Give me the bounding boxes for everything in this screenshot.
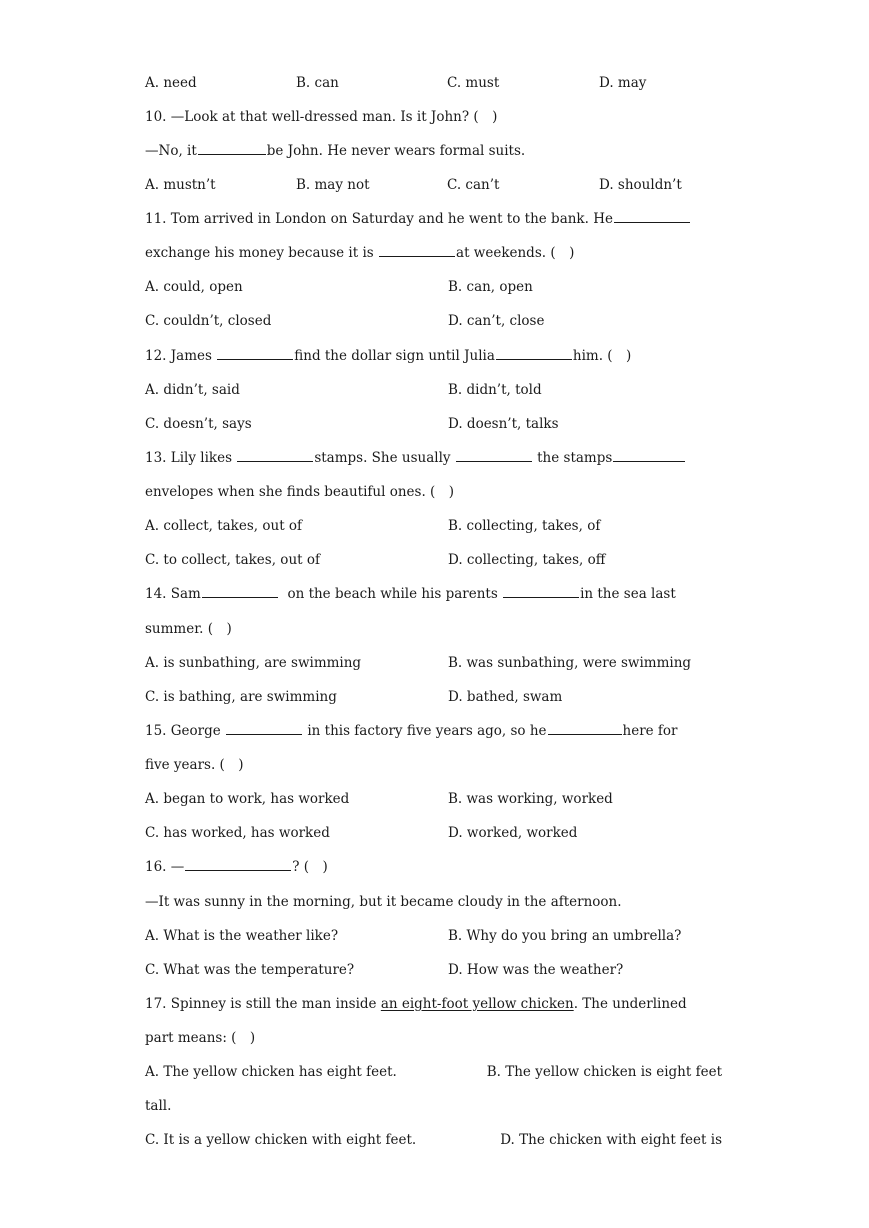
- q10-options: [145, 168, 735, 202]
- q17-option-b-continued: tall.: [145, 1098, 172, 1114]
- q13-options-row-1: [145, 509, 735, 543]
- q14-stem-line-1: [145, 577, 735, 611]
- q10-reply: [145, 134, 735, 168]
- q13-stem-line-1: [145, 441, 735, 475]
- q13-options-row-2: [145, 543, 735, 577]
- q15-blank-2[interactable]: [548, 720, 622, 735]
- q16-stem: [145, 850, 735, 884]
- q15-option-a[interactable]: A. began to work, has worked: [145, 791, 350, 807]
- q16-options-row-2: [145, 953, 735, 987]
- q17-stem-part-2: . The underlined: [573, 996, 687, 1012]
- q15-stem-line-1: [145, 714, 735, 748]
- q14-stem-part-2: on the beach while his parents: [287, 586, 498, 602]
- q12-stem-part-3: him. ( ): [572, 348, 632, 364]
- q12-option-c[interactable]: C. doesn’t, says: [145, 416, 252, 432]
- q11-stem-part-1: 11. Tom arrived in London on Saturday and he went to the bank. He: [145, 211, 613, 227]
- q11-options-row-1: [145, 270, 735, 304]
- q11-blank-2[interactable]: [379, 242, 455, 257]
- q13-blank-2[interactable]: [456, 447, 532, 462]
- q12-option-b[interactable]: B. didn’t, told: [448, 382, 542, 398]
- q15-stem-part-2: in this factory five years ago, so he: [307, 723, 547, 739]
- q12-stem-part-1: 12. James: [145, 348, 212, 364]
- q14-stem-part-3: in the sea last: [580, 586, 676, 602]
- q13-blank-3[interactable]: [613, 447, 685, 462]
- q15-options-row-2: [145, 816, 735, 850]
- q13-stem-part-3: the stamps: [537, 450, 613, 466]
- q15-stem-part-3: here for: [622, 723, 678, 739]
- q17-option-d[interactable]: D. The chicken with eight feet is: [500, 1132, 722, 1148]
- q17-option-c[interactable]: C. It is a yellow chicken with eight feet.: [145, 1132, 417, 1148]
- q17-options-row-1: [145, 1055, 735, 1089]
- q14-option-b[interactable]: B. was sunbathing, were swimming: [448, 655, 692, 671]
- q9-option-d[interactable]: D. may: [599, 75, 647, 91]
- q11-option-a[interactable]: A. could, open: [145, 279, 243, 295]
- q16-blank[interactable]: [185, 856, 291, 871]
- q14-stem-line-2: summer. ( ): [145, 621, 232, 637]
- q9-option-a[interactable]: A. need: [145, 75, 197, 91]
- q12-options-row-2: [145, 407, 735, 441]
- q9-option-c[interactable]: C. must: [447, 75, 500, 91]
- q17-stem-part-1: 17. Spinney is still the man inside: [145, 996, 377, 1012]
- q14-option-c[interactable]: C. is bathing, are swimming: [145, 689, 337, 705]
- q11-option-c[interactable]: C. couldn’t, closed: [145, 313, 272, 329]
- q15-stem-part-1: 15. George: [145, 723, 221, 739]
- q15-options-row-1: [145, 782, 735, 816]
- q16-options-row-1: [145, 919, 735, 953]
- q16-option-a[interactable]: A. What is the weather like?: [145, 928, 339, 944]
- q10-option-b[interactable]: B. may not: [296, 177, 370, 193]
- q15-option-c[interactable]: C. has worked, has worked: [145, 825, 330, 841]
- q14-options-row-1: [145, 646, 735, 680]
- q13-option-b[interactable]: B. collecting, takes, of: [448, 518, 601, 534]
- q11-option-b[interactable]: B. can, open: [448, 279, 533, 295]
- q13-stem-line-2: envelopes when she finds beautiful ones. ( ): [145, 484, 455, 500]
- q12-option-d[interactable]: D. doesn’t, talks: [448, 416, 559, 432]
- q15-option-b[interactable]: B. was working, worked: [448, 791, 613, 807]
- q10-reply-part-2: be John. He never wears formal suits.: [266, 143, 526, 159]
- q17-option-a[interactable]: A. The yellow chicken has eight feet.: [145, 1064, 397, 1080]
- q9-options: [145, 66, 735, 100]
- q11-options-row-2: [145, 304, 735, 338]
- q16-option-d[interactable]: D. How was the weather?: [448, 962, 624, 978]
- q9-option-b[interactable]: B. can: [296, 75, 339, 91]
- q12-options-row-1: [145, 373, 735, 407]
- q10-option-d[interactable]: D. shouldn’t: [599, 177, 682, 193]
- q17-options-row-2: [145, 1123, 735, 1157]
- q17-stem-line-1: [145, 987, 735, 1021]
- q17-option-b[interactable]: B. The yellow chicken is eight feet: [486, 1064, 722, 1080]
- q12-option-a[interactable]: A. didn’t, said: [145, 382, 240, 398]
- q11-stem-part-2: exchange his money because it is: [145, 245, 374, 261]
- q13-option-d[interactable]: D. collecting, takes, off: [448, 552, 606, 568]
- q10-option-a[interactable]: A. mustn’t: [145, 177, 216, 193]
- q12-blank-2[interactable]: [496, 345, 572, 360]
- q11-stem-part-3: at weekends. ( ): [456, 245, 575, 261]
- q12-stem: [145, 339, 735, 373]
- q13-stem-part-2: stamps. She usually: [314, 450, 451, 466]
- q16-reply: —It was sunny in the morning, but it became cloudy in the afternoon.: [145, 894, 622, 910]
- q10-stem: 10. —Look at that well-dressed man. Is it John? ( ): [145, 109, 498, 125]
- q10-reply-part-1: —No, it: [145, 143, 197, 159]
- q15-stem-line-2: five years. ( ): [145, 757, 244, 773]
- q14-option-a[interactable]: A. is sunbathing, are swimming: [145, 655, 362, 671]
- q14-blank-1[interactable]: [202, 583, 278, 598]
- q12-blank-1[interactable]: [217, 345, 293, 360]
- q13-option-a[interactable]: A. collect, takes, out of: [145, 518, 303, 534]
- q14-options-row-2: [145, 680, 735, 714]
- q17-underlined-phrase: an eight-foot yellow chicken: [380, 996, 574, 1012]
- q16-stem-part-2: ? ( ): [292, 859, 328, 875]
- q13-stem-part-1: 13. Lily likes: [145, 450, 233, 466]
- q15-option-d[interactable]: D. worked, worked: [448, 825, 578, 841]
- q11-stem-line-1: [145, 202, 735, 236]
- q10-option-c[interactable]: C. can’t: [447, 177, 500, 193]
- q16-stem-part-1: 16. —: [145, 859, 185, 875]
- q14-stem-part-1: 14. Sam: [145, 586, 201, 602]
- q15-blank-1[interactable]: [226, 720, 302, 735]
- q14-blank-2[interactable]: [503, 583, 579, 598]
- q12-stem-part-2: find the dollar sign until Julia: [294, 348, 495, 364]
- q16-option-c[interactable]: C. What was the temperature?: [145, 962, 355, 978]
- q16-option-b[interactable]: B. Why do you bring an umbrella?: [448, 928, 682, 944]
- q10-blank[interactable]: [198, 140, 266, 155]
- q11-option-d[interactable]: D. can’t, close: [448, 313, 545, 329]
- q17-stem-line-2: part means: ( ): [145, 1030, 256, 1046]
- q14-option-d[interactable]: D. bathed, swam: [448, 689, 563, 705]
- q11-stem-line-2: [145, 236, 735, 270]
- q11-blank-1[interactable]: [614, 208, 690, 223]
- q13-blank-1[interactable]: [237, 447, 313, 462]
- q13-option-c[interactable]: C. to collect, takes, out of: [145, 552, 320, 568]
